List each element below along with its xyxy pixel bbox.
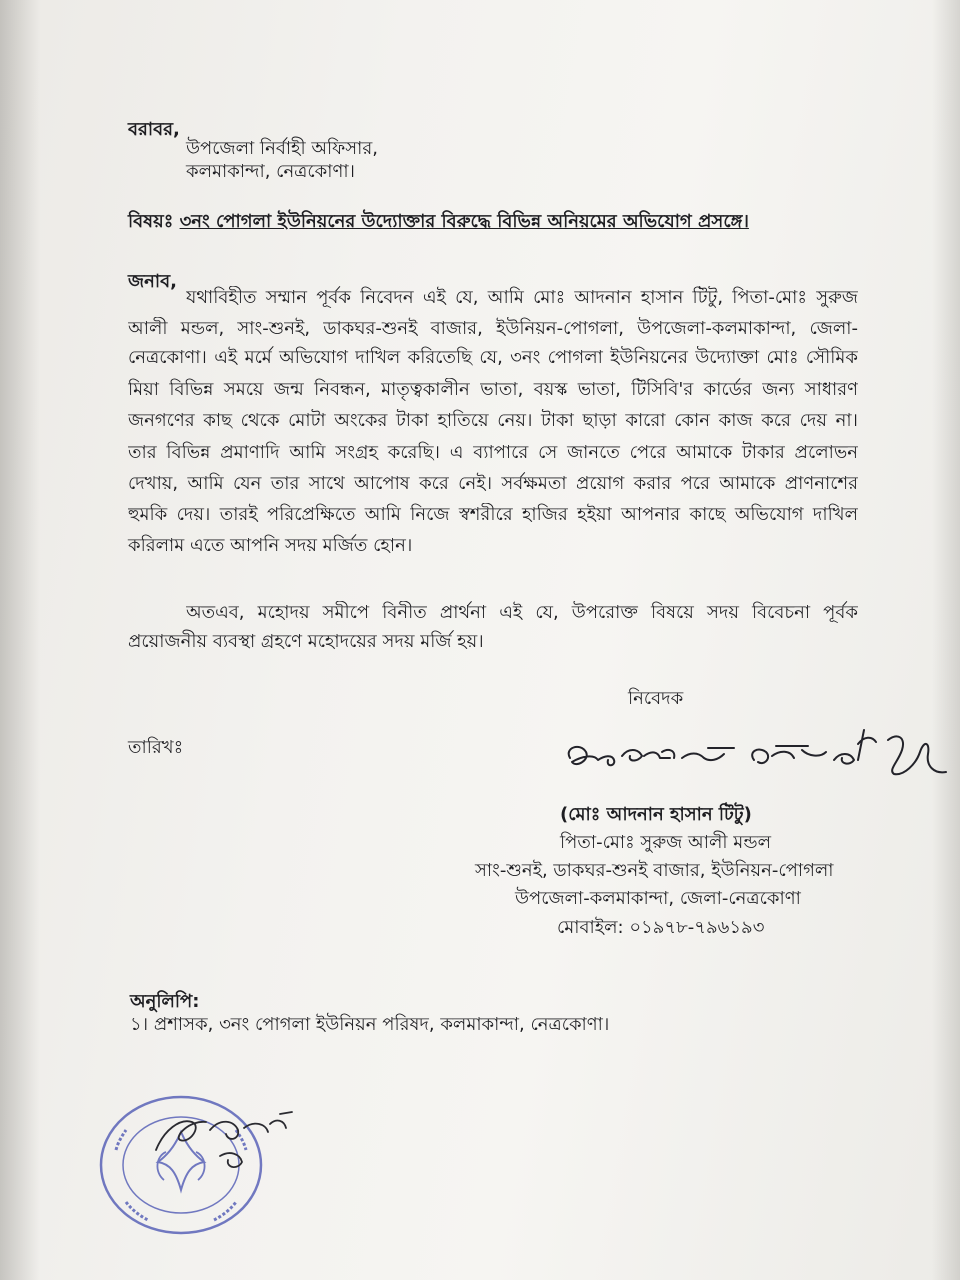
recipient-address: কলমাকান্দা, নেত্রকোণা। [186,161,355,182]
subject-text: ৩নং পোগলা ইউনিয়নের উদ্যোক্তার বিরুদ্ধে বিভিন্ন অনিয়মের অভিযোগ প্রসঙ্গে। [179,211,749,232]
body-line-1: যথাবিহীত সম্মান পূর্বক নিবেদন এই যে, আমি মোঃ আদনান হাসান টিটু, পিতা-মোঃ সুরুজ [186,287,858,308]
copy-item: ১। প্রশাসক, ৩নং পোগলা ইউনিয়ন পরিষদ, কলমাকান্দা, নেত্রকোণা। [130,1014,610,1035]
closing-line-2: প্রয়োজনীয় ব্যবস্থা গ্রহণে মহোদয়ের সদয় মর্জি হয়। [128,631,484,652]
nibedok-label: নিবেদক [628,688,684,709]
subject-label: বিষয়ঃ [128,211,174,232]
stamp-signature-icon [150,1100,300,1180]
sender-name: (মোঃ আদনান হাসান টিটু) [560,804,752,825]
body-line-8: হুমকি দেয়। তারই পরিপ্রেক্ষিতে আমি নিজে স্বশরীরে হাজির হইয়া আপনার কাছে অভিযোগ দাখিল [128,504,858,525]
sender-upazila: উপজেলা-কলমাকান্দা, জেলা-নেত্রকোণা [515,888,801,909]
body-line-5: জনগণের কাছ থেকে মোটা অংকের টাকা হাতিয়ে নেয়। টাকা ছাড়া কারো কোন কাজ করে দেয় না। [128,410,858,431]
greeting: জনাব, [128,271,177,292]
sender-father: পিতা-মোঃ সুরুজ আলী মন্ডল [560,832,772,853]
body-line-6: তার বিভিন্ন প্রমাণাদি আমি সংগ্রহ করেছি। এ ব্যাপারে সে জানতে পেরে আমাকে টাকার প্রলোভন [128,442,858,463]
body-line-2: আলী মন্ডল, সাং-শুনই, ডাকঘর-শুনই বাজার, ইউনিয়ন-পোগলা, উপজেলা-কলমাকান্দা, জেলা- [128,318,858,339]
subject-line [128,210,749,234]
salutation: বরাবর, [128,119,180,140]
sender-mobile: মোবাইল: ০১৯৭৮-৭৯৬১৯৩ [557,917,765,938]
date-label: তারিখঃ [128,737,184,758]
closing-line-1: অতএব, মহোদয় সমীপে বিনীত প্রার্থনা এই যে, উপরোক্ত বিষয়ে সদয় বিবেচনা পূর্বক [186,602,858,623]
body-line-4: মিয়া বিভিন্ন সময়ে জন্ম নিবন্ধন, মাতৃত্বকালীন ভাতা, বয়স্ক ভাতা, টিসিবি'র কার্ডের জন্য সাধারণ [128,379,858,400]
page-shadow-right [932,0,960,1280]
page-shadow-left [0,0,40,1280]
recipient-designation: উপজেলা নির্বাহী অফিসার, [186,138,379,159]
body-line-3: নেত্রকোণা। এই মর্মে অভিযোগ দাখিল করিতেছি যে, ৩নং পোগলা ইউনিয়নের উদ্যোক্তা মোঃ সৌমিক [128,347,858,368]
copy-label: অনুলিপি: [130,991,200,1012]
sender-village: সাং-শুনই, ডাকঘর-শুনই বাজার, ইউনিয়ন-পোগলা [475,860,834,881]
body-line-9: করিলাম এতে আপনি সদয় মর্জিত হোন। [128,535,413,556]
signature-icon [558,712,958,792]
body-line-7: দেখায়, আমি যেন তার সাথে আপোষ করে নেই। সর্বক্ষমতা প্রয়োগ করার পরে আমাকে প্রাণনাশের [128,473,858,494]
